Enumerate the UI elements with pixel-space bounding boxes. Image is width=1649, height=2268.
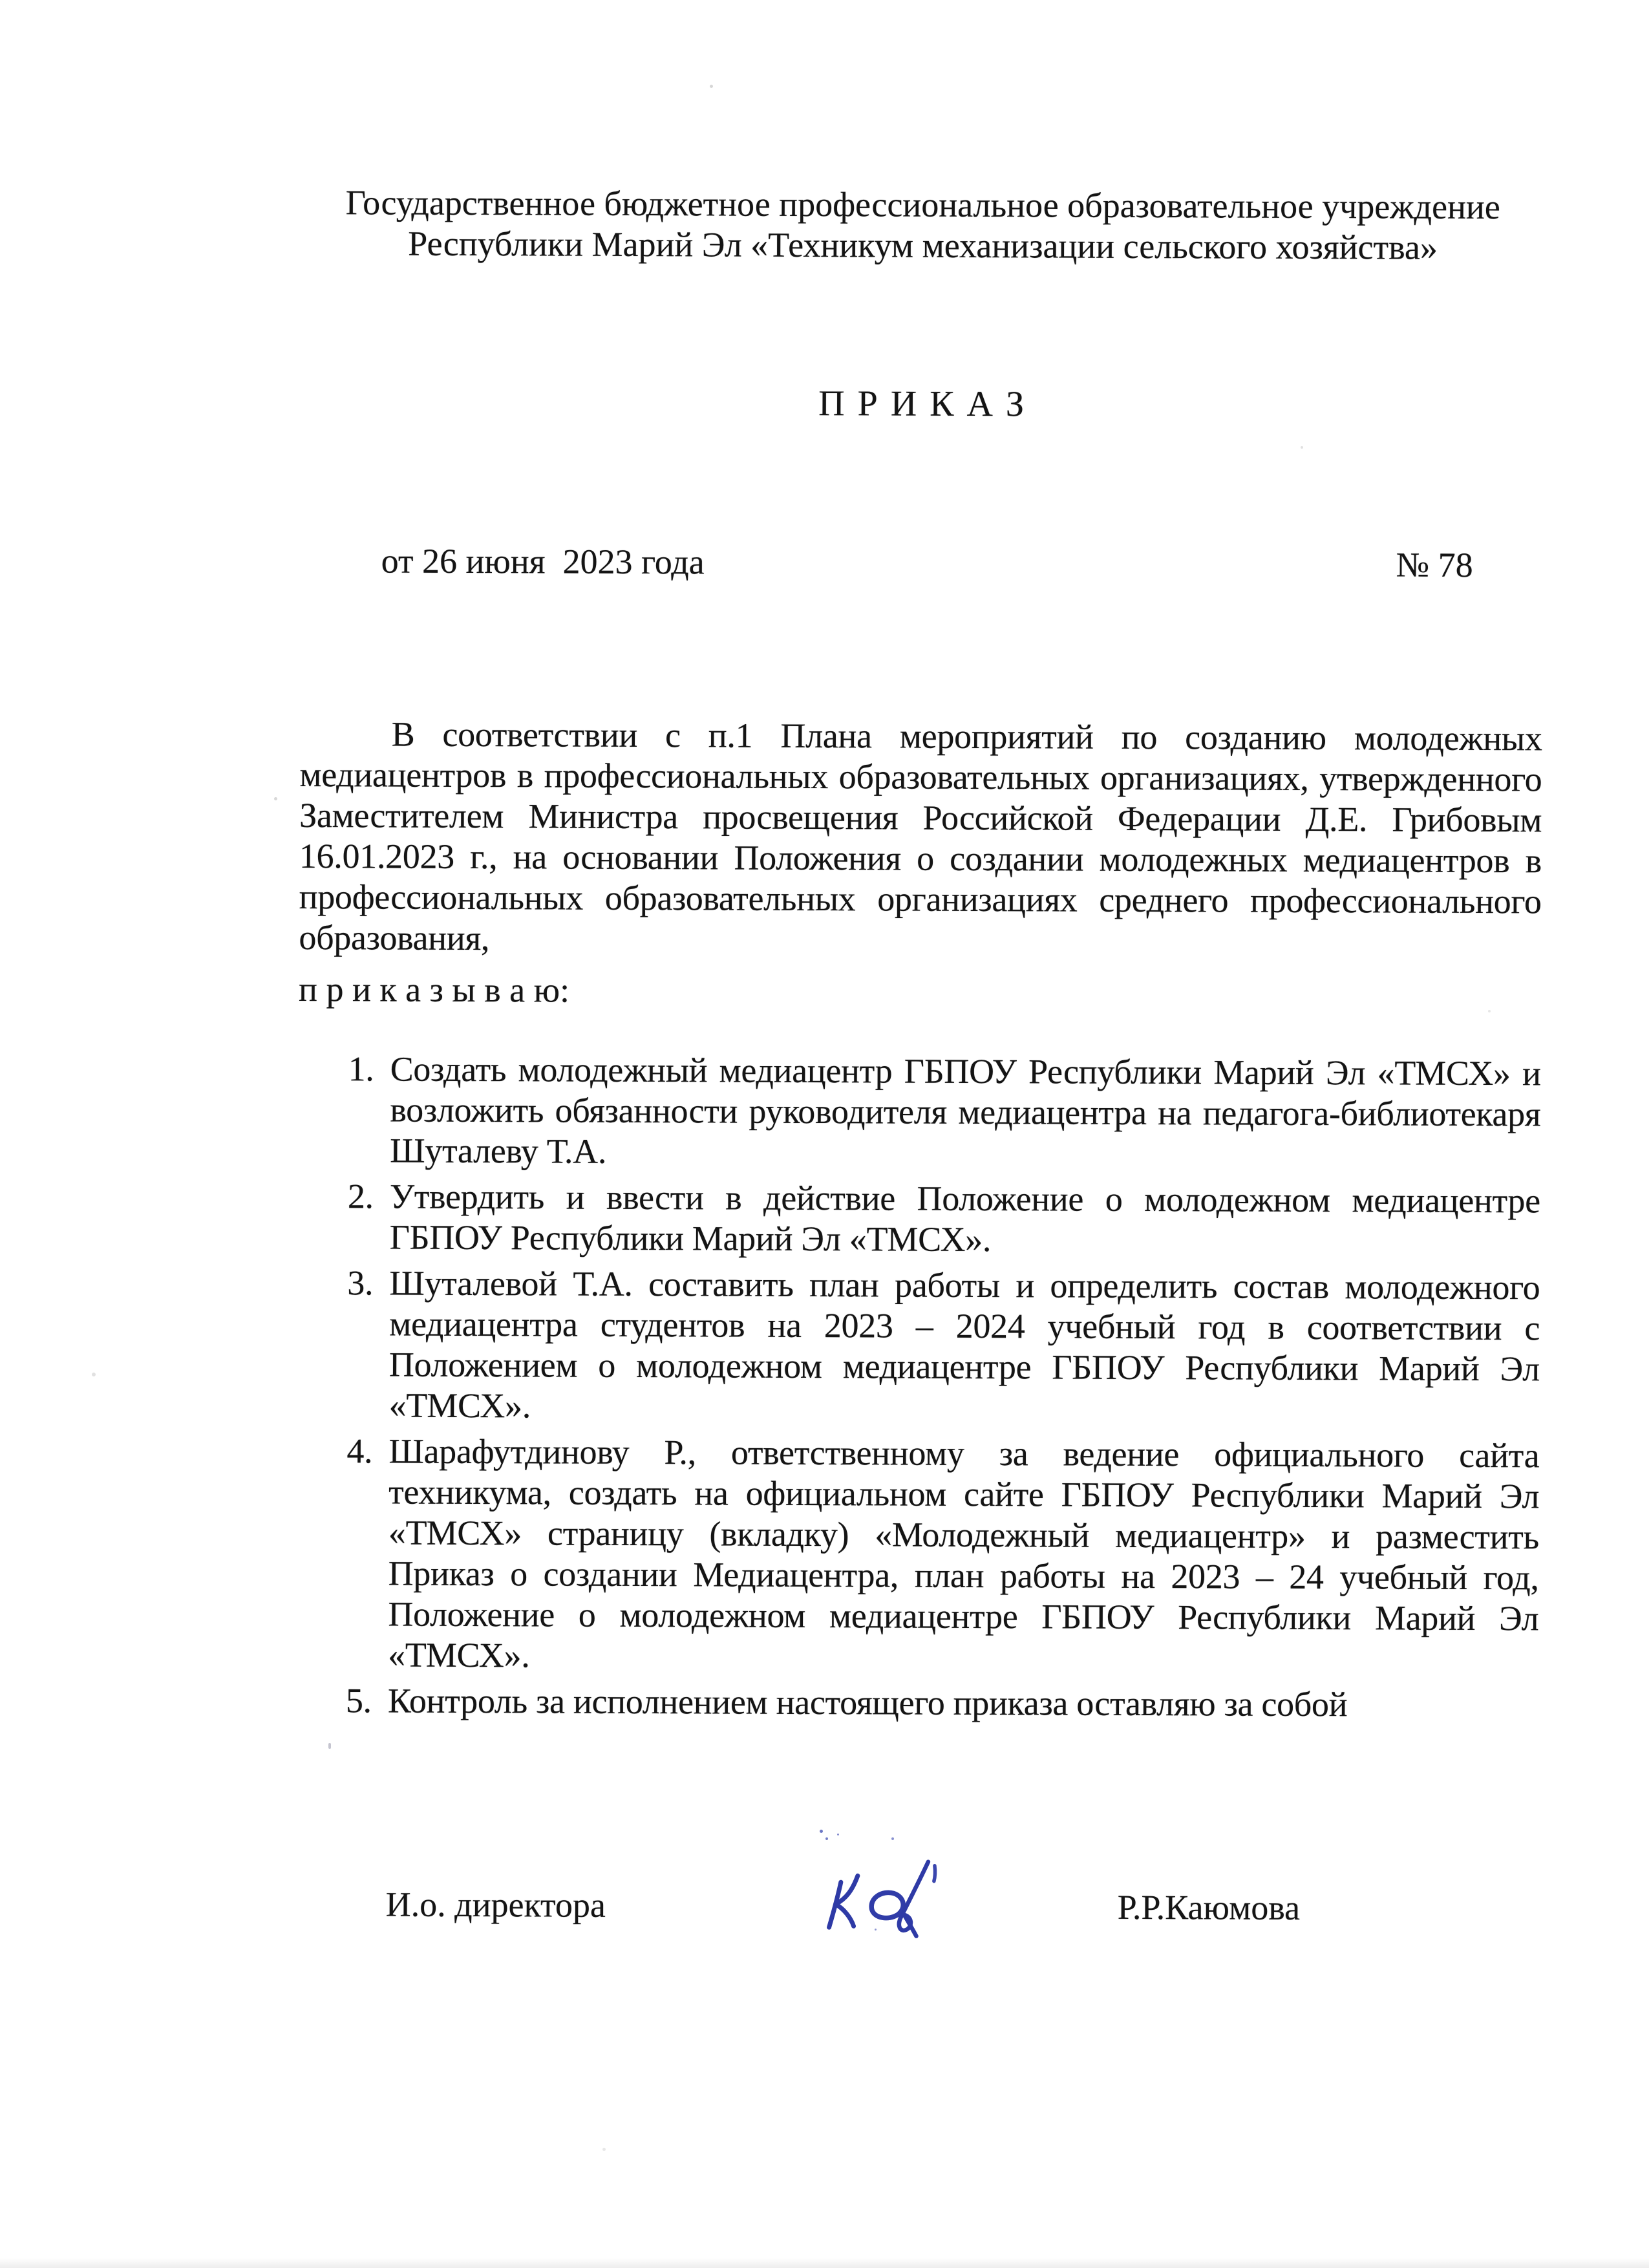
order-item-3: Шуталевой Т.А. составить план работы и определить состав молодежного медиацентра студентов на 2023 – 2024 учебный год в соответствии с Положением о молодежном медиацентре ГБПОУ Республики Марий Эл «ТМСХ». bbox=[388, 1263, 1540, 1426]
order-item-5: Контроль за исполнением настоящего приказа оставляю за собой bbox=[387, 1681, 1348, 1724]
signature-block bbox=[295, 1884, 1538, 2044]
date-and-number-row bbox=[301, 540, 1543, 586]
signer-name: Р.Р.Каюмова bbox=[1117, 1887, 1301, 1927]
command-word: п р и к а з ы в а ю: bbox=[299, 969, 570, 1010]
document-title: П Р И К А З bbox=[818, 383, 1027, 425]
document-content bbox=[295, 0, 1545, 2044]
signer-position: И.о. директора bbox=[385, 1885, 606, 1925]
org-name-line1: Государственное бюджетное профессиональное образовательное учреждение bbox=[345, 183, 1500, 227]
organization-header bbox=[301, 182, 1544, 268]
order-number: № 78 bbox=[1396, 545, 1473, 584]
org-name-line2: Республики Марий Эл «Техникум механизации сельского хозяйства» bbox=[408, 224, 1438, 267]
order-item-4: Шарафутдинову Р., ответственному за ведение официального сайта техникума, создать на официальном сайте ГБПОУ Республики Марий Эл «ТМСХ» страницу (вкладку) «Молодежный медиацентр» и разместить Приказ о создании Медиацентра, план работы на 2023 – 24 учебный год, Положение о молодежном медиацентре ГБПОУ Республики Марий Эл «ТМСХ». bbox=[388, 1431, 1540, 1675]
order-item-1: Создать молодежный медиацентр ГБПОУ Республики Марий Эл «ТМСХ» и возложить обязанности руководителя медиацентра на педагога-библиотекаря Шуталеву Т.А. bbox=[390, 1049, 1541, 1171]
signature-icon bbox=[820, 1852, 956, 1950]
order-date: от 26 июня 2023 года bbox=[381, 541, 705, 582]
preamble-paragraph: В соответствии с п.1 Плана мероприятий по созданию молодежных медиацентров в профессиональных образовательных организациях, утвержденного Заместителем Министра просвещения Российской Федерации Д.Е. Грибовым 16.01.2023 г., на основании Положения о создании молодежных медиацентров в профессиональных образовательных организациях среднего профессионального образования, bbox=[299, 714, 1542, 958]
order-items-list bbox=[296, 1049, 1541, 1726]
scan-artifact-dot bbox=[92, 1373, 96, 1376]
scan-artifact-dot bbox=[274, 797, 277, 800]
scan-artifact-dot bbox=[602, 2148, 606, 2151]
order-item-2: Утвердить и ввести в действие Положение о молодежном медиацентре ГБПОУ Республики Марий Эл «ТМСХ». bbox=[389, 1177, 1540, 1259]
